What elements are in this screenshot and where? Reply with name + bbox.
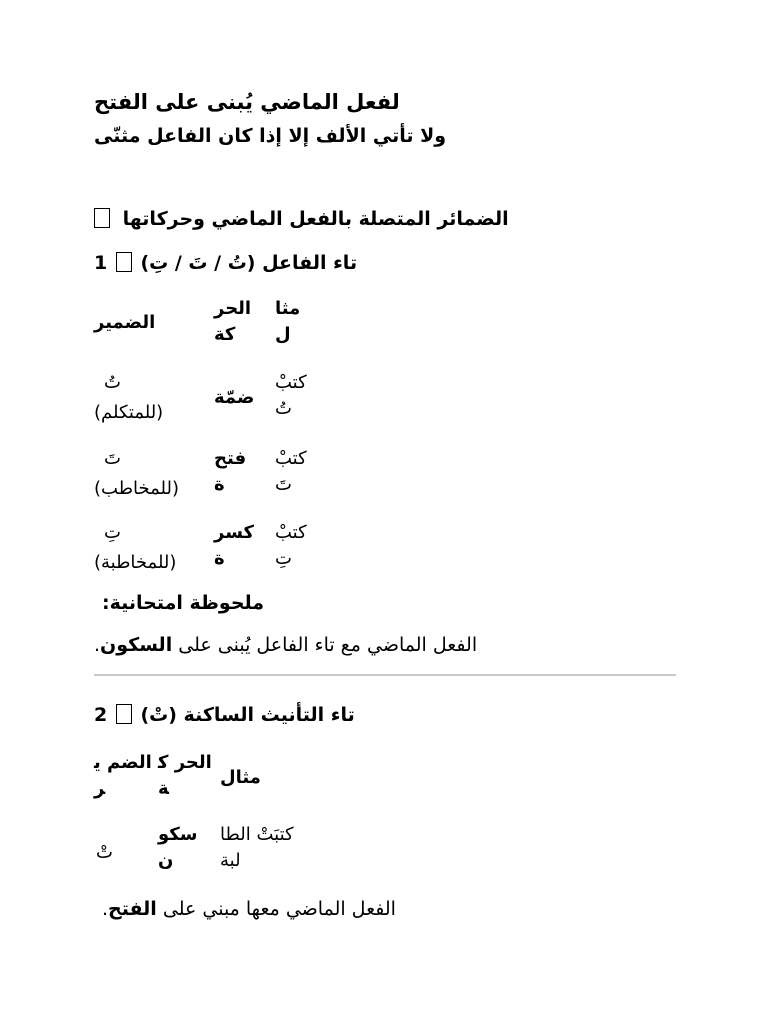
- table2-row1-example: كتبَتْ الطالبة: [220, 824, 294, 871]
- part2-note-end: .: [102, 898, 109, 920]
- part1-note-line: [94, 634, 477, 656]
- table2-row1-haraka: سكو ن: [158, 824, 198, 871]
- part1-note-title: ملحوظة امتحانية:: [102, 592, 265, 614]
- table2-row1-pronoun: تْ: [96, 842, 113, 863]
- table1-header-pronoun: الضمير: [94, 312, 156, 333]
- square-glyph-icon: [94, 208, 110, 228]
- part1-note-text: الفعل الماضي مع تاء الفاعل يُبنى على: [178, 634, 478, 656]
- part1-heading-row: [94, 252, 357, 274]
- table1-row3-haraka: كسر ة: [214, 522, 254, 569]
- part2-note-bold: الفتح: [108, 898, 157, 920]
- table1-row3-pronoun-note: (للمخاطبة): [94, 552, 177, 573]
- table1-row2-pronoun-note: (للمخاطب): [94, 478, 179, 499]
- table1-row2-haraka: فتح ة: [214, 448, 247, 495]
- table2-header-pronoun: الضم ير: [94, 752, 152, 799]
- table2-header-haraka: الحر كة: [158, 752, 212, 799]
- header-line-1: لفعل الماضي يُبنى على الفتح: [94, 90, 400, 114]
- table1-row1-example: كتبْ تُ: [275, 372, 307, 419]
- table1-row1-haraka: ضمّة: [214, 387, 255, 408]
- part1-number: 1: [94, 252, 108, 274]
- section-divider: [94, 674, 676, 676]
- section-title-row: [94, 208, 509, 230]
- part1-note-bold: السكون: [100, 634, 173, 656]
- table1-row3-example: كتبْ تِ: [275, 522, 307, 569]
- part2-note-text: الفعل الماضي معها مبني على: [162, 898, 396, 920]
- table1-row2-example: كتبْ تَ: [275, 448, 307, 495]
- table1-row1-pronoun: تُ: [104, 372, 121, 393]
- table1-header-example: مثا ل: [275, 298, 301, 345]
- table1-header-haraka: الحر كة: [214, 298, 252, 345]
- part2-heading-row: [94, 704, 355, 726]
- part2-number: 2: [94, 704, 108, 726]
- table1-row2-pronoun: تَ: [104, 448, 121, 469]
- square-glyph-icon: [116, 252, 132, 272]
- section-title: الضمائر المتصلة بالفعل الماضي وحركاتها: [122, 208, 509, 230]
- part2-heading: تاء التأنيث الساكنة (تْ): [140, 704, 355, 726]
- square-glyph-icon: [116, 704, 132, 724]
- table2-header-example: مثال: [220, 767, 261, 788]
- part2-note-line: [102, 898, 396, 920]
- part1-note-end: .: [94, 634, 101, 656]
- table1-row3-pronoun: تِ: [104, 522, 121, 543]
- header-line-2: ولا تأتي الألف إلا إذا كان الفاعل مثنّى: [94, 125, 447, 147]
- part1-heading: تاء الفاعل (تُ / تَ / تِ): [140, 252, 358, 274]
- table1-row1-pronoun-note: (للمتكلم): [94, 402, 164, 423]
